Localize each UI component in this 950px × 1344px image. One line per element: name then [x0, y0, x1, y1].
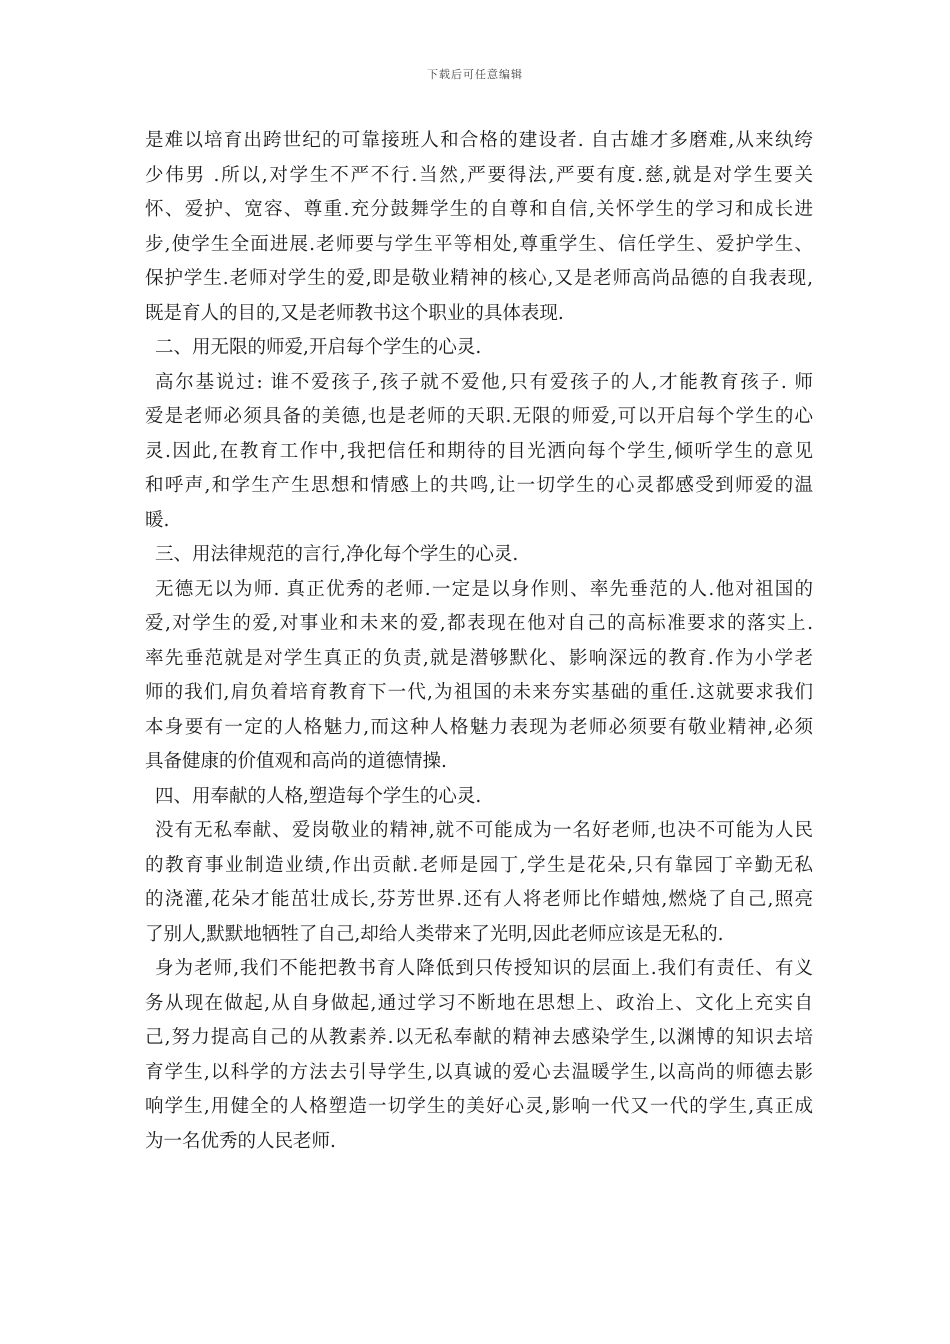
text-line: 和呼声,和学生产生思想和情感上的共鸣,让一切学生的心灵都感受到师爱的温 — [145, 475, 813, 496]
text-line: 具备健康的价值观和高尚的道德情操. — [145, 751, 447, 772]
paragraph — [145, 124, 813, 331]
text-line: 没有无私奉献、爱岗敬业的精神,就不可能成为一名好老师,也决不可能为人民 — [155, 820, 813, 841]
text-line: 身为老师,我们不能把教书育人降低到只传授知识的层面上.我们有责任、有义 — [155, 958, 813, 979]
text-line: 师的我们,肩负着培育教育下一代,为祖国的未来夯实基础的重任.这就要求我们 — [145, 682, 813, 703]
text-line: 灵.因此,在教育工作中,我把信任和期待的目光洒向每个学生,倾听学生的意见 — [145, 440, 813, 462]
text-line: 是难以培育出跨世纪的可靠接班人和合格的建设者. 自古雄才多磨难,从来纨绔 — [145, 130, 813, 151]
text-line: 保护学生.老师对学生的爱,即是敬业精神的核心,又是老师高尚品德的自我表现, — [145, 268, 813, 289]
text-line: 务从现在做起,从自身做起,通过学习不断地在思想上、政治上、文化上充实自 — [145, 992, 813, 1014]
text-line: 的教育事业制造业绩,作出贡献.老师是园丁,学生是花朵,只有靠园丁辛勤无私 — [145, 854, 813, 876]
paragraph — [145, 366, 813, 539]
paragraph — [145, 952, 813, 1159]
text-line: 己,努力提高自己的从教素养.以无私奉献的精神去感染学生,以渊博的知识去培 — [145, 1027, 813, 1048]
text-line: 二、用无限的师爱,开启每个学生的心灵. — [155, 337, 482, 358]
text-line: 了别人,默默地牺牲了自己,却给人类带来了光明,因此老师应该是无私的. — [145, 923, 724, 945]
text-line: 响学生,用健全的人格塑造一切学生的美好心灵,影响一代又一代的学生,真正成 — [145, 1096, 813, 1117]
document-body — [145, 124, 813, 1159]
paragraph — [145, 814, 813, 952]
text-line: 步,使学生全面进展.老师要与学生平等相处,尊重学生、信任学生、爱护学生、 — [145, 233, 813, 255]
section-heading — [145, 331, 813, 366]
text-line: 为一名优秀的人民老师. — [145, 1130, 336, 1152]
text-line: 少伟男 .所以,对学生不严不行.当然,严要得法,严要有度.慈,就是对学生要关 — [145, 164, 813, 186]
section-heading — [145, 538, 813, 573]
text-line: 四、用奉献的人格,塑造每个学生的心灵. — [155, 785, 482, 807]
text-line: 爱是老师必须具备的美德,也是老师的天职.无限的师爱,可以开启每个学生的心 — [145, 406, 813, 427]
text-line: 既是育人的目的,又是老师教书这个职业的具体表现. — [145, 302, 564, 324]
text-line: 本身要有一定的人格魅力,而这种人格魅力表现为老师必须要有敬业精神,必须 — [145, 716, 813, 738]
paragraph — [145, 573, 813, 780]
text-line: 暖. — [145, 509, 170, 531]
page-header: 下载后可任意编辑 — [427, 68, 523, 81]
text-line: 怀、爱护、宽容、尊重.充分鼓舞学生的自尊和自信,关怀学生的学习和成长进 — [145, 199, 813, 220]
text-line: 无德无以为师. 真正优秀的老师.一定是以身作则、率先垂范的人.他对祖国的 — [155, 578, 813, 600]
text-line: 的浇灌,花朵才能茁壮成长,芬芳世界.还有人将老师比作蜡烛,燃烧了自己,照亮 — [145, 889, 813, 910]
text-line: 三、用法律规范的言行,净化每个学生的心灵. — [155, 544, 519, 565]
section-heading — [145, 780, 813, 815]
text-line: 高尔基说过: 谁不爱孩子,孩子就不爱他,只有爱孩子的人,才能教育孩子. 师 — [155, 371, 813, 393]
text-line: 率先垂范就是对学生真正的负责,就是潜够默化、影响深远的教育.作为小学老 — [145, 647, 813, 669]
text-line: 爱,对学生的爱,对事业和未来的爱,都表现在他对自己的高标准要求的落实上. — [145, 613, 813, 634]
text-line: 育学生,以科学的方法去引导学生,以真诚的爱心去温暖学生,以高尚的师德去影 — [145, 1061, 813, 1083]
